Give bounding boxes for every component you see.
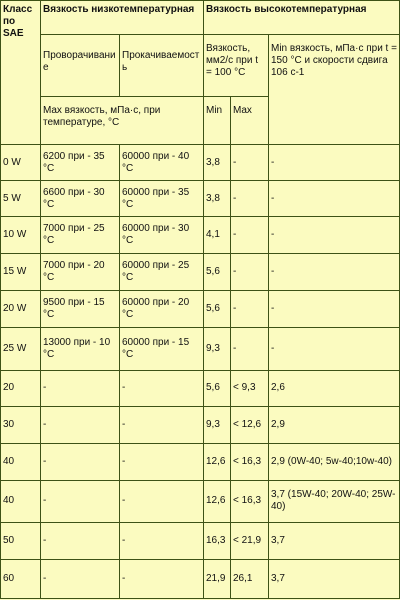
- header-hths-viscosity: Min вязкость, мПа·с при t = 150 °C и скорости сдвига 106 с-1: [269, 35, 400, 145]
- header-max-viscosity: Max вязкость, мПа·с, при температуре, °C: [41, 97, 204, 145]
- cell-hths: -: [269, 145, 400, 181]
- table-row: [1, 291, 400, 328]
- cell-cranking: -: [41, 480, 120, 522]
- table-row: [1, 328, 400, 370]
- cell-max: -: [231, 254, 269, 291]
- cell-min: 12,6: [204, 480, 231, 522]
- header-kinematic-viscosity: Вязкость, мм2/с при t = 100 °C: [204, 35, 269, 97]
- cell-max: < 16,3: [231, 480, 269, 522]
- cell-pumpability: -: [120, 522, 204, 559]
- cell-max: -: [231, 217, 269, 254]
- table-row: [1, 406, 400, 443]
- header-pumpability: Прокачиваемость: [120, 35, 204, 97]
- header-cranking: Проворачивание: [41, 35, 120, 97]
- cell-hths: 2,9: [269, 406, 400, 443]
- cell-max: 26,1: [231, 559, 269, 598]
- cell-hths: -: [269, 291, 400, 328]
- cell-min: 16,3: [204, 522, 231, 559]
- cell-sae-class: 20: [1, 370, 41, 406]
- table-row: [1, 370, 400, 406]
- cell-sae-class: 5 W: [1, 181, 41, 217]
- cell-cranking: -: [41, 522, 120, 559]
- cell-sae-class: 50: [1, 522, 41, 559]
- cell-min: 4,1: [204, 217, 231, 254]
- cell-pumpability: 60000 при - 25 °C: [120, 254, 204, 291]
- cell-hths: 2,9 (0W-40; 5w-40;10w-40): [269, 443, 400, 480]
- cell-min: 3,8: [204, 181, 231, 217]
- cell-sae-class: 0 W: [1, 145, 41, 181]
- table-row: [1, 145, 400, 181]
- cell-sae-class: 60: [1, 559, 41, 598]
- cell-cranking: -: [41, 559, 120, 598]
- table-row: [1, 559, 400, 598]
- cell-min: 5,6: [204, 370, 231, 406]
- cell-pumpability: 60000 при - 20 °C: [120, 291, 204, 328]
- cell-pumpability: -: [120, 370, 204, 406]
- cell-cranking: 13000 при - 10 °C: [41, 328, 120, 370]
- cell-max: < 12,6: [231, 406, 269, 443]
- cell-cranking: 6200 при - 35 °C: [41, 145, 120, 181]
- table-row: [1, 443, 400, 480]
- cell-sae-class: 15 W: [1, 254, 41, 291]
- cell-sae-class: 20 W: [1, 291, 41, 328]
- table-row: [1, 522, 400, 559]
- cell-cranking: 7000 при - 25 °C: [41, 217, 120, 254]
- cell-max: -: [231, 181, 269, 217]
- cell-max: < 16,3: [231, 443, 269, 480]
- cell-min: 9,3: [204, 406, 231, 443]
- cell-cranking: -: [41, 443, 120, 480]
- cell-cranking: 9500 при - 15 °C: [41, 291, 120, 328]
- cell-pumpability: -: [120, 559, 204, 598]
- cell-sae-class: 25 W: [1, 328, 41, 370]
- cell-hths: -: [269, 181, 400, 217]
- cell-max: < 9,3: [231, 370, 269, 406]
- header-row-1: [1, 1, 400, 35]
- cell-hths: 3,7 (15W-40; 20W-40; 25W-40): [269, 480, 400, 522]
- cell-hths: 3,7: [269, 559, 400, 598]
- cell-cranking: 6600 при - 30 °C: [41, 181, 120, 217]
- cell-sae-class: 30: [1, 406, 41, 443]
- cell-cranking: -: [41, 370, 120, 406]
- cell-min: 5,6: [204, 291, 231, 328]
- cell-pumpability: -: [120, 406, 204, 443]
- cell-sae-class: 10 W: [1, 217, 41, 254]
- cell-sae-class: 40: [1, 480, 41, 522]
- header-low-temp-viscosity: Вязкость низкотемпературная: [41, 1, 204, 35]
- cell-max: < 21,9: [231, 522, 269, 559]
- cell-min: 12,6: [204, 443, 231, 480]
- cell-cranking: -: [41, 406, 120, 443]
- cell-min: 5,6: [204, 254, 231, 291]
- header-high-temp-viscosity: Вязкость высокотемпературная: [204, 1, 400, 35]
- cell-pumpability: 60000 при - 35 °C: [120, 181, 204, 217]
- table-row: [1, 480, 400, 522]
- cell-sae-class: 40: [1, 443, 41, 480]
- cell-pumpability: -: [120, 480, 204, 522]
- cell-min: 3,8: [204, 145, 231, 181]
- cell-min: 21,9: [204, 559, 231, 598]
- cell-min: 9,3: [204, 328, 231, 370]
- table-row: [1, 181, 400, 217]
- cell-hths: -: [269, 254, 400, 291]
- header-row-2: [1, 35, 400, 97]
- header-max: Max: [231, 97, 269, 145]
- cell-hths: -: [269, 328, 400, 370]
- cell-pumpability: 60000 при - 15 °C: [120, 328, 204, 370]
- cell-hths: 2,6: [269, 370, 400, 406]
- cell-hths: -: [269, 217, 400, 254]
- header-sae-class: Класс по SAE: [1, 1, 41, 145]
- cell-cranking: 7000 при - 20 °C: [41, 254, 120, 291]
- table-row: [1, 217, 400, 254]
- table-row: [1, 254, 400, 291]
- cell-pumpability: 60000 при - 30 °C: [120, 217, 204, 254]
- cell-pumpability: 60000 при - 40 °C: [120, 145, 204, 181]
- cell-hths: 3,7: [269, 522, 400, 559]
- cell-pumpability: -: [120, 443, 204, 480]
- header-min: Min: [204, 97, 231, 145]
- cell-max: -: [231, 145, 269, 181]
- cell-max: -: [231, 328, 269, 370]
- cell-max: -: [231, 291, 269, 328]
